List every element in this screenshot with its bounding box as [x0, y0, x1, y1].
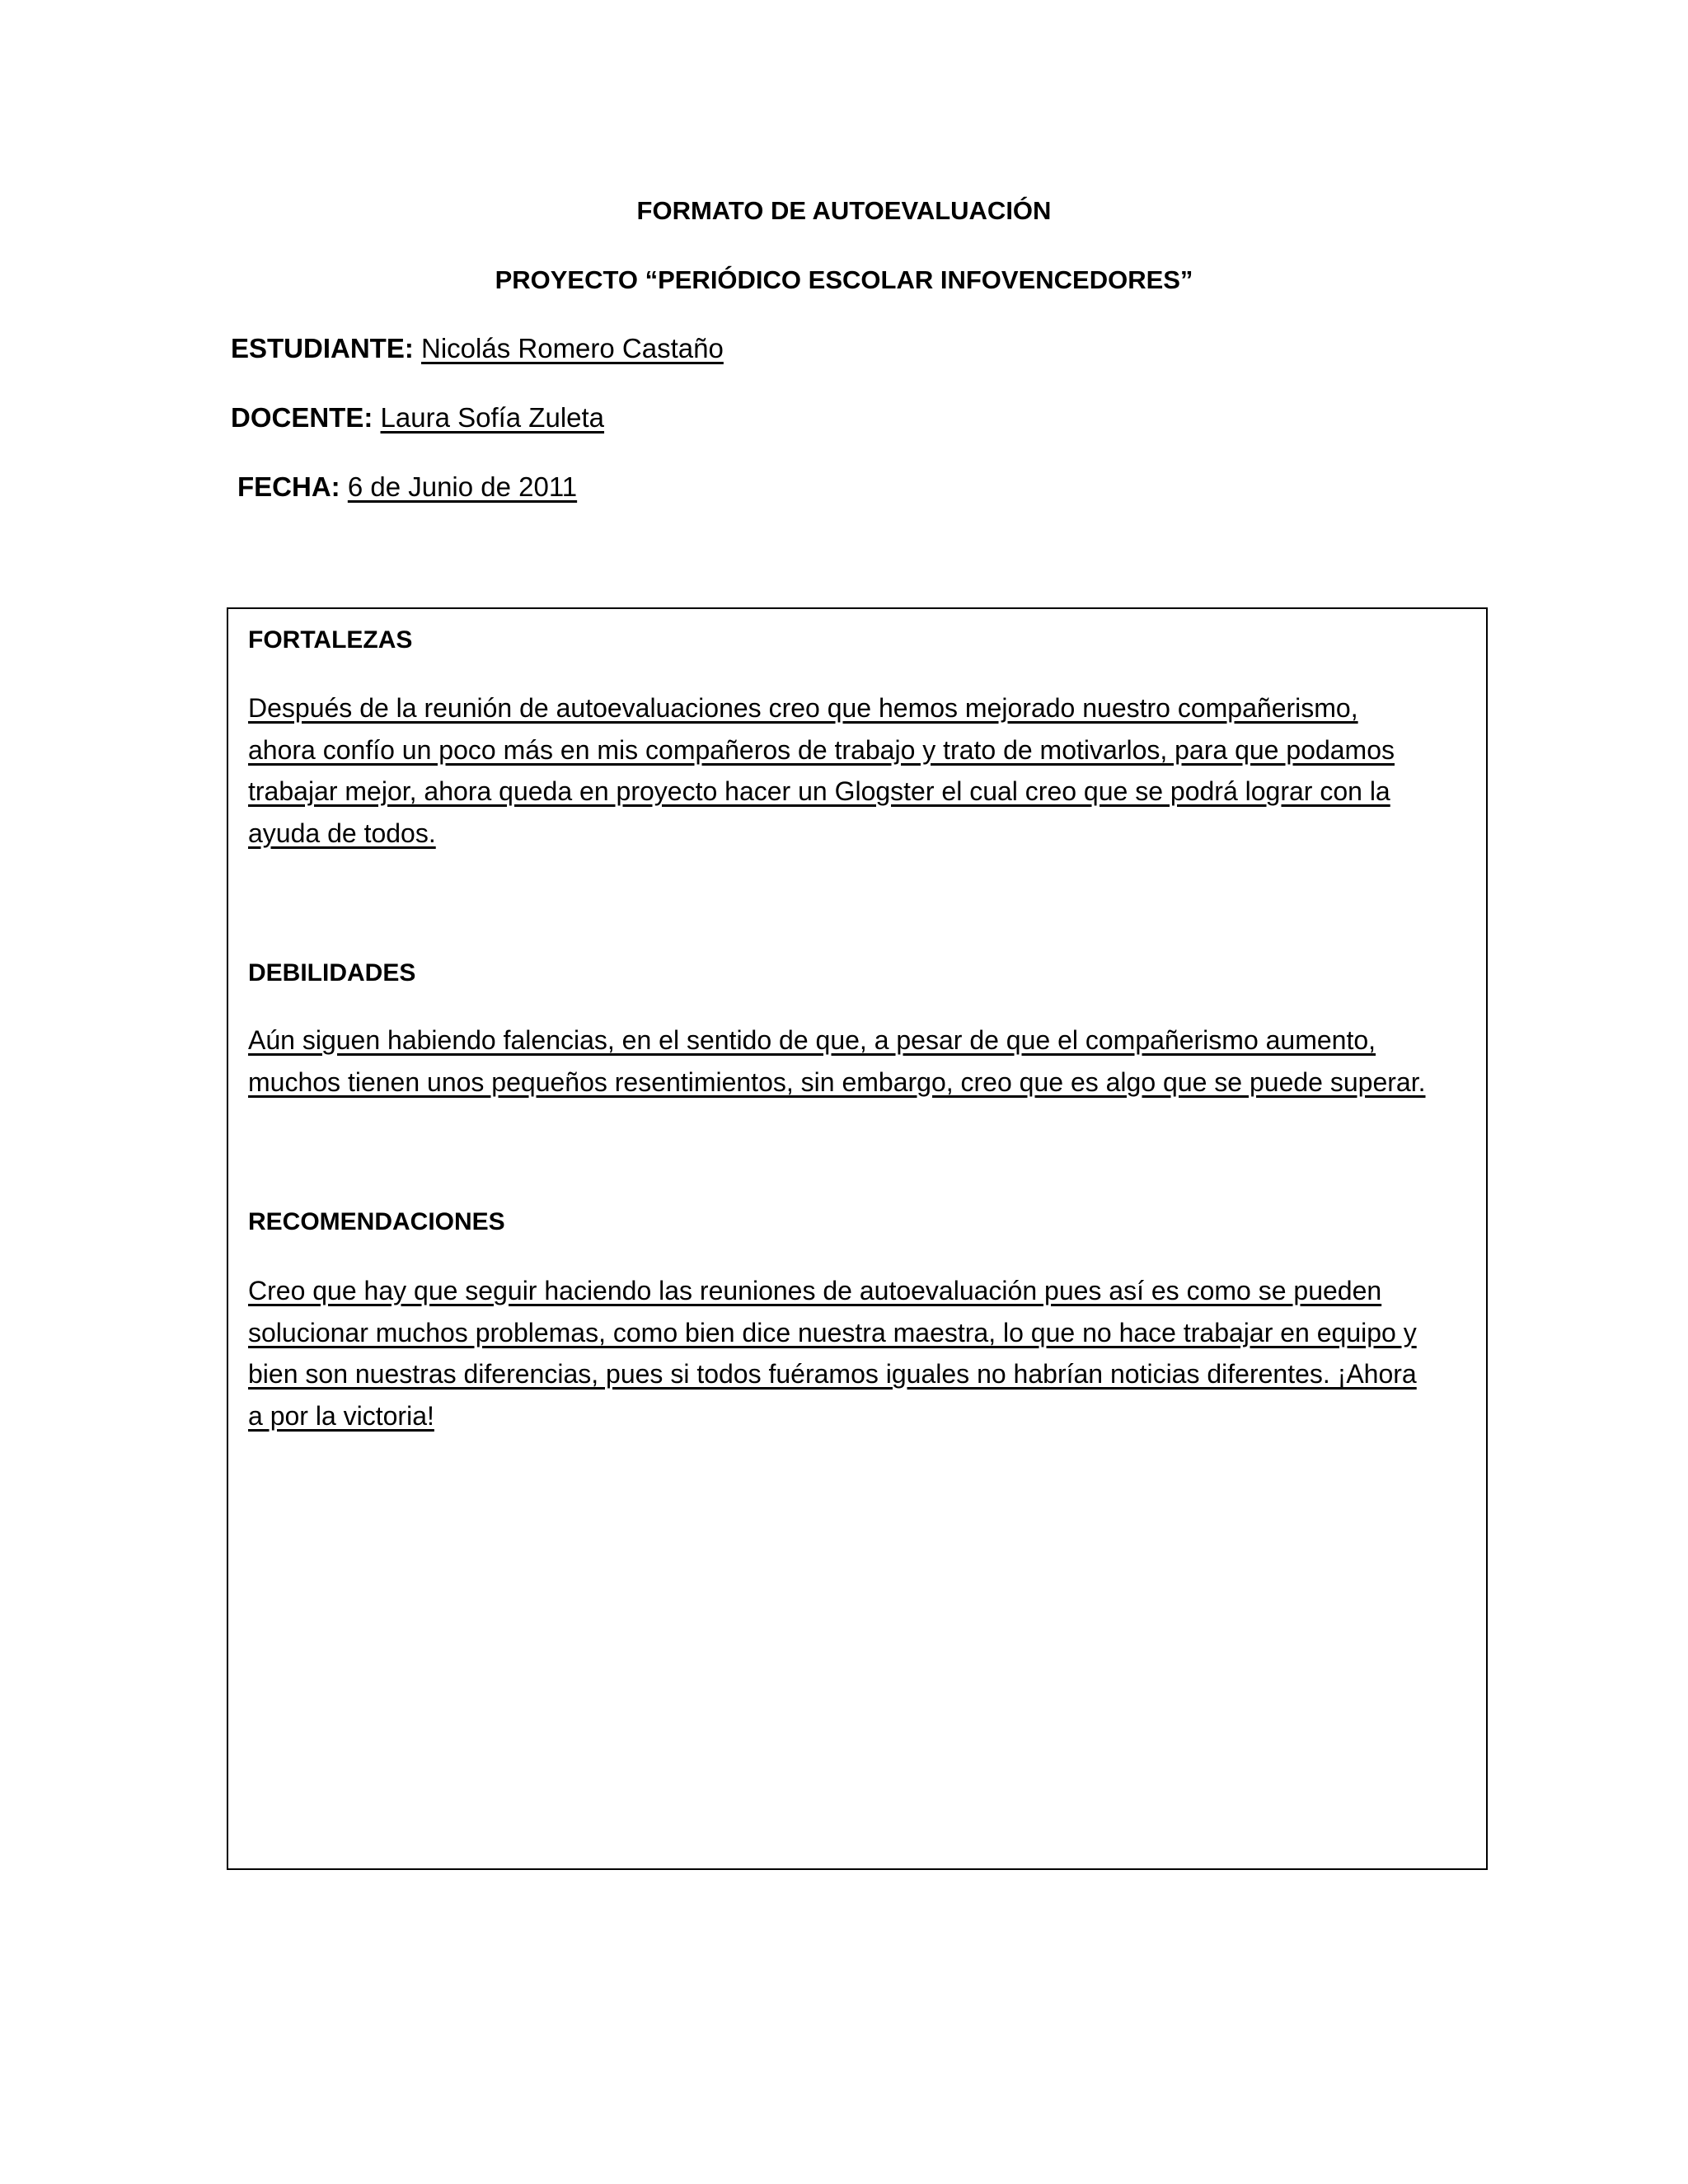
student-name: Nicolás Romero Castaño	[421, 333, 724, 363]
student-label: ESTUDIANTE:	[231, 333, 414, 363]
debilidades-text	[248, 1019, 1476, 1103]
text-line: ayuda de todos.	[248, 818, 436, 848]
text-line: a por la victoria!	[248, 1400, 434, 1431]
text-line: Después de la reunión de autoevaluaciones creo que hemos mejorado nuestro compañerismo,	[248, 693, 1358, 723]
text-line: solucionar muchos problemas, como bien dice nuestra maestra, lo que no hace trabajar en equipo y	[248, 1317, 1417, 1347]
evaluation-box	[227, 607, 1488, 1870]
date-field	[237, 470, 577, 504]
text-line: Aún siguen habiendo falencias, en el sentido de que, a pesar de que el compañerismo aumento,	[248, 1025, 1376, 1055]
text-line: ahora confío un poco más en mis compañeros de trabajo y trato de motivarlos, para que podamos	[248, 734, 1395, 765]
text-line: trabajar mejor, ahora queda en proyecto hacer un Glogster el cual creo que se podrá lograr con la	[248, 776, 1390, 806]
teacher-label: DOCENTE:	[231, 402, 373, 433]
project-title: PROYECTO “PERIÓDICO ESCOLAR INFOVENCEDORES”	[495, 265, 1193, 294]
teacher-field	[231, 401, 604, 435]
date-value: 6 de Junio de 2011	[347, 471, 578, 502]
document-title: FORMATO DE AUTOEVALUACIÓN	[636, 196, 1052, 225]
recomendaciones-text	[248, 1270, 1476, 1436]
date-label: FECHA:	[237, 471, 340, 502]
debilidades-heading: DEBILIDADES	[248, 959, 416, 987]
fortalezas-text	[248, 687, 1476, 854]
student-field	[231, 331, 724, 366]
recomendaciones-heading: RECOMENDACIONES	[248, 1208, 505, 1235]
text-line: muchos tienen unos pequeños resentimientos, sin embargo, creo que es algo que se puede superar.	[248, 1066, 1426, 1097]
text-line: Creo que hay que seguir haciendo las reuniones de autoevaluación pues así es como se pueden	[248, 1276, 1382, 1305]
text-line: bien son nuestras diferencias, pues si todos fuéramos iguales no habrían noticias diferentes. ¡Ahora	[248, 1359, 1417, 1389]
teacher-name: Laura Sofía Zuleta	[380, 402, 605, 433]
fortalezas-heading: FORTALEZAS	[248, 626, 413, 654]
